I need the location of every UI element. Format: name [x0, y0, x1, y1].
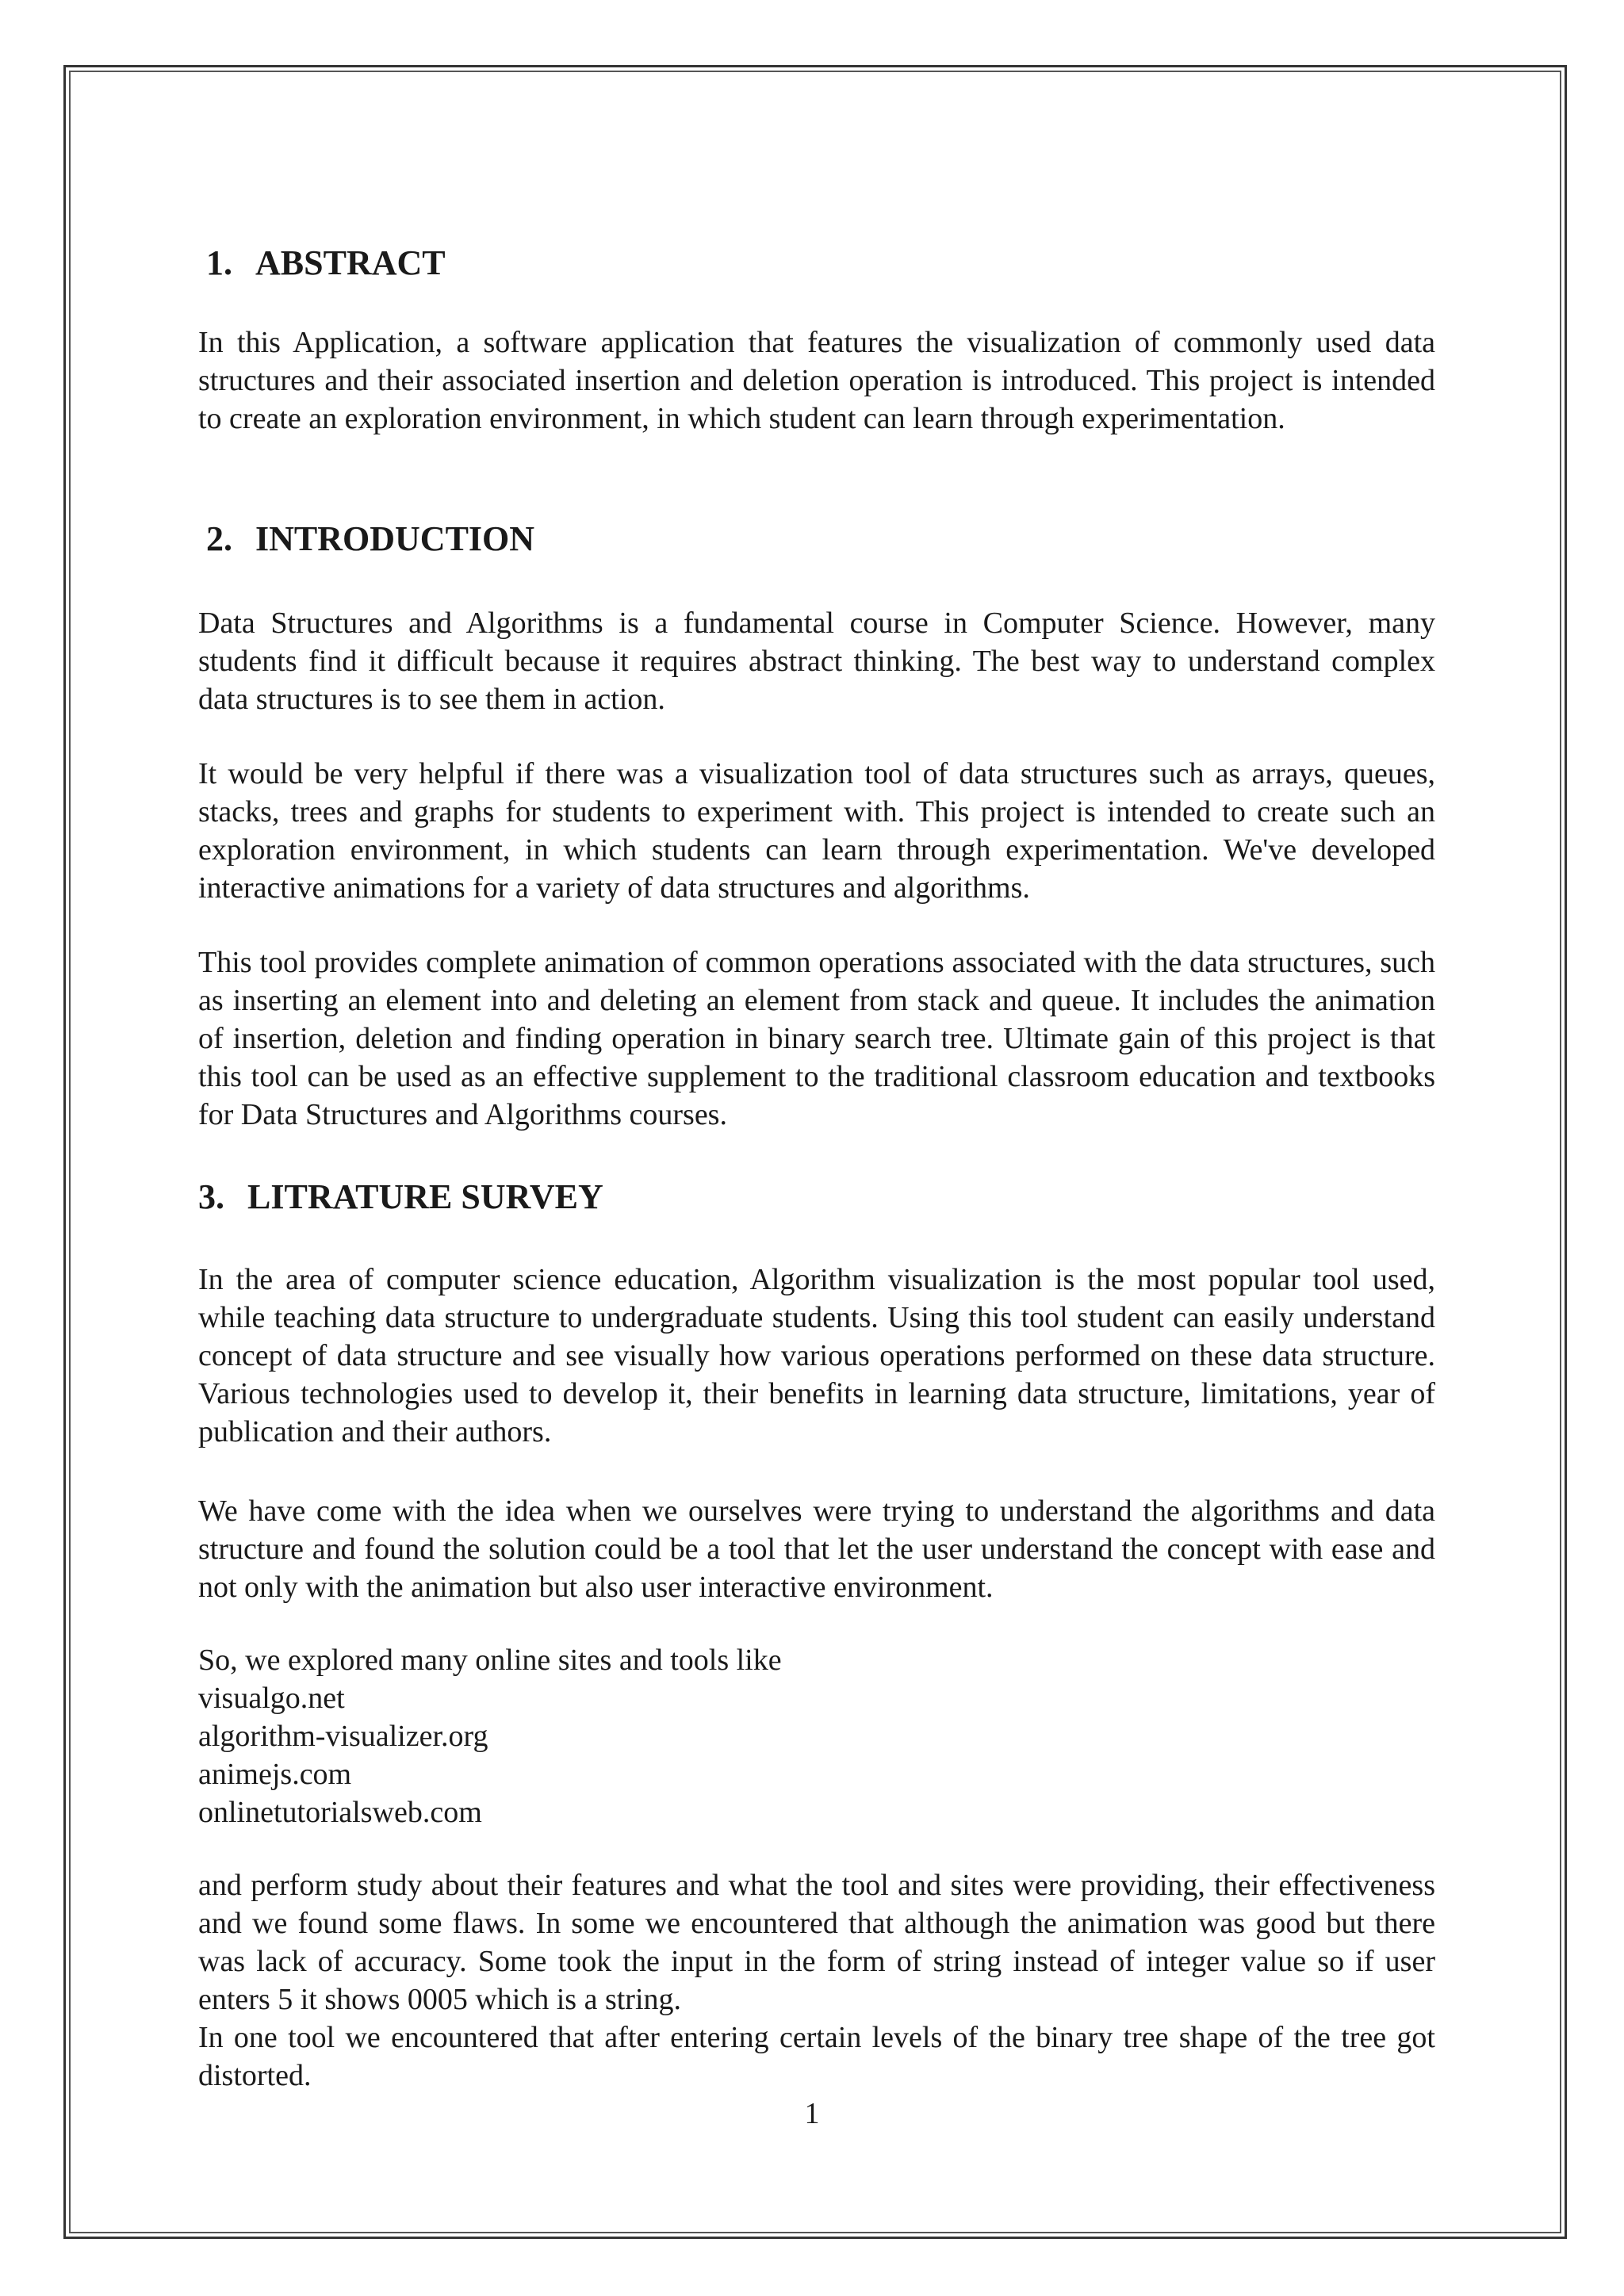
list-item: animejs.com: [198, 1758, 352, 1791]
abstract-paragraph: In this Application, a software application that features the visualization of commonly used data structures and their associated insertion and deletion operation is introduced. This project is intended to create an exploration environment, in which student can learn through experimentation.: [198, 326, 1435, 435]
list-item: visualgo.net: [198, 1682, 345, 1715]
introduction-paragraph-2: It would be very helpful if there was a visualization tool of data structures such as arrays, queues, stacks, trees and graphs for students to experiment with. This project is intended to create such an exploration environment, in which students can learn through experimentation. We've developed interactive animations for a variety of data structures and algorithms.: [198, 757, 1435, 905]
literature-paragraph-3: and perform study about their features and what the tool and sites were providing, their effectiveness and we found some flaws. In some we encountered that although the animation was good but there was lack of accuracy. Some took the input in the form of string instead of integer value so if user enters 5 it shows 0005 which is a string.: [198, 1869, 1435, 2016]
section-title: ABSTRACT: [255, 243, 446, 282]
introduction-paragraph-3: This tool provides complete animation of common operations associated with the data structures, such as inserting an element into and deleting an element from stack and queue. It includes the animation of insertion, deletion and finding operation in binary search tree. Ultimate gain of this project is that this tool can be used as an effective supplement to the traditional classroom education and textbooks for Data Structures and Algorithms courses.: [198, 946, 1435, 1131]
section-heading-literature-survey: [198, 1177, 603, 1218]
tools-list: [198, 1641, 1435, 1831]
section-title: LITRATURE SURVEY: [247, 1177, 603, 1216]
introduction-paragraph-1: Data Structures and Algorithms is a fundamental course in Computer Science. However, many students find it difficult because it requires abstract thinking. The best way to understand complex data structures is to see them in action.: [198, 607, 1435, 716]
list-item: algorithm-visualizer.org: [198, 1720, 488, 1753]
list-item: onlinetutorialsweb.com: [198, 1796, 482, 1829]
section-number: 2.: [206, 519, 232, 558]
section-heading-abstract: [206, 243, 446, 284]
literature-paragraph-1: In the area of computer science education, Algorithm visualization is the most popular tool used, while teaching data structure to undergraduate students. Using this tool student can easily understand concept of data structure and see visually how various operations performed on these data structure. Various technologies used to develop it, their benefits in learning data structure, limitations, year of publication and their authors.: [198, 1263, 1435, 1448]
section-heading-introduction: [206, 519, 534, 560]
tools-list-intro: So, we explored many online sites and tools like: [198, 1644, 782, 1677]
section-title: INTRODUCTION: [255, 519, 535, 558]
page-number: 1: [804, 2097, 820, 2130]
section-number: 1.: [206, 243, 232, 282]
literature-paragraph-2: We have come with the idea when we ourselves were trying to understand the algorithms and data structure and found the solution could be a tool that let the user understand the concept with ease and not only with the animation but also user interactive environment.: [198, 1494, 1435, 1604]
section-number: 3.: [198, 1177, 224, 1216]
literature-closing: In one tool we encountered that after entering certain levels of the binary tree shape of the tree got distorted.: [198, 2021, 1435, 2092]
